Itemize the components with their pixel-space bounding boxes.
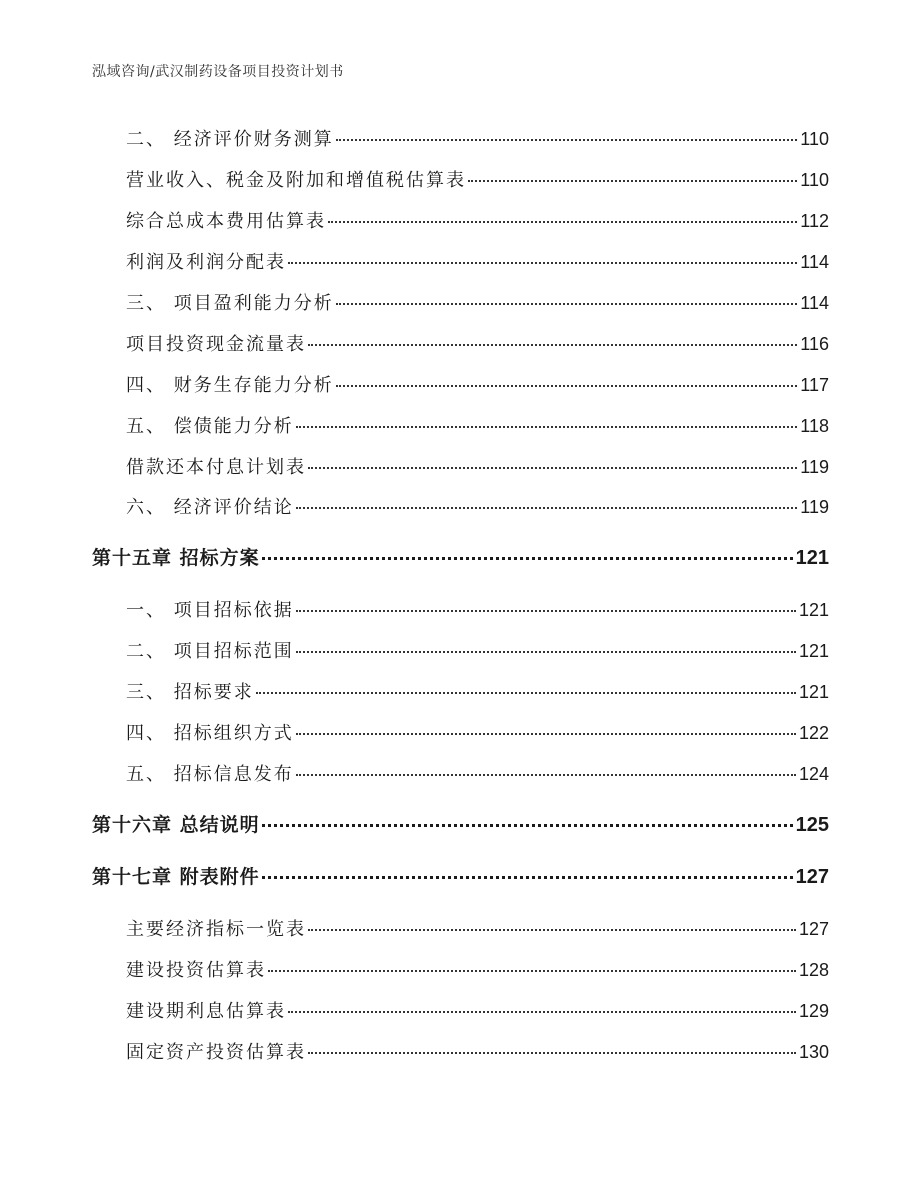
toc-entry[interactable] [126, 289, 829, 315]
toc-entry[interactable] [126, 166, 829, 192]
toc-entry[interactable] [126, 637, 829, 663]
toc-entry-title: 固定资产投资估算表 [126, 1042, 306, 1063]
toc-entry-title: 五、 招标信息发布 [126, 764, 294, 785]
dot-leader [262, 557, 793, 560]
toc-entry-title: 四、 财务生存能力分析 [126, 375, 334, 396]
header-divider [92, 84, 828, 85]
dot-leader [262, 824, 793, 827]
toc-entry-page: 128 [798, 960, 829, 980]
toc-entry-page: 110 [800, 129, 829, 149]
toc-entry-page: 121 [798, 600, 829, 620]
toc-entry[interactable] [126, 997, 829, 1023]
toc-entry-page: 130 [798, 1042, 829, 1062]
toc-entry-page: 112 [800, 211, 829, 231]
toc-entry-title: 综合总成本费用估算表 [126, 211, 326, 232]
toc-entry[interactable] [126, 956, 829, 982]
dot-leader [262, 876, 793, 879]
toc-entry[interactable] [126, 719, 829, 745]
toc-entry-page: 110 [800, 170, 829, 190]
running-header: 泓域咨询/武汉制药设备项目投资计划书 [92, 64, 344, 80]
toc-entry[interactable] [126, 760, 829, 786]
toc-chapter-title: 第十六章 总结说明 [92, 814, 260, 836]
dot-leader [336, 303, 798, 305]
toc-entry-page: 124 [798, 764, 829, 784]
toc-entry-title: 二、 项目招标范围 [126, 641, 294, 662]
toc-entry[interactable] [126, 371, 829, 397]
toc-chapter-page: 125 [795, 814, 829, 836]
toc-entry[interactable] [126, 248, 829, 274]
toc-chapter-page: 127 [795, 866, 829, 888]
dot-leader [288, 262, 797, 264]
toc-entry-page: 122 [798, 723, 829, 743]
toc-chapter-title: 第十七章 附表附件 [92, 866, 260, 888]
toc-entry-title: 一、 项目招标依据 [126, 600, 294, 621]
dot-leader [256, 692, 796, 694]
toc-entry-title: 营业收入、税金及附加和增值税估算表 [126, 170, 466, 191]
toc-entry-page: 114 [800, 293, 829, 313]
toc-entry[interactable] [126, 412, 829, 438]
toc-entry-page: 121 [798, 641, 829, 661]
toc-entry-title: 利润及利润分配表 [126, 252, 286, 273]
toc-entry[interactable] [126, 493, 829, 519]
toc-entry-page: 121 [798, 682, 829, 702]
toc-entry-title: 六、 经济评价结论 [126, 497, 294, 518]
toc-chapter-entry[interactable] [92, 543, 829, 570]
toc-entry-page: 127 [798, 919, 829, 939]
toc-entry-page: 116 [800, 334, 829, 354]
dot-leader [296, 610, 796, 612]
toc-entry[interactable] [126, 453, 829, 479]
dot-leader [308, 344, 797, 346]
toc-entry-title: 三、 项目盈利能力分析 [126, 293, 334, 314]
toc-chapter-entry[interactable] [92, 810, 829, 837]
toc-entry-page: 129 [798, 1001, 829, 1021]
toc-chapter-title: 第十五章 招标方案 [92, 547, 260, 569]
toc-entry-title: 五、 偿债能力分析 [126, 416, 294, 437]
dot-leader [296, 507, 798, 509]
dot-leader [336, 139, 798, 141]
toc-entry-title: 建设期利息估算表 [126, 1001, 286, 1022]
toc-entry[interactable] [126, 207, 829, 233]
toc-chapter-page: 121 [795, 547, 829, 569]
toc-entry[interactable] [126, 125, 829, 151]
toc-entry-title: 建设投资估算表 [126, 960, 266, 981]
toc-entry-page: 119 [800, 457, 829, 477]
dot-leader [296, 733, 796, 735]
toc-entry[interactable] [126, 330, 829, 356]
toc-entry-page: 118 [800, 416, 829, 436]
toc-entry-page: 114 [800, 252, 829, 272]
toc-entry-title: 二、 经济评价财务测算 [126, 129, 334, 150]
toc-entry[interactable] [126, 915, 829, 941]
dot-leader [336, 385, 798, 387]
toc-entry-page: 119 [800, 497, 829, 517]
toc-entry-page: 117 [800, 375, 829, 395]
toc-chapter-entry[interactable] [92, 862, 829, 889]
toc-entry-title: 四、 招标组织方式 [126, 723, 294, 744]
dot-leader [468, 180, 797, 182]
toc-entry-title: 借款还本付息计划表 [126, 457, 306, 478]
dot-leader [308, 467, 797, 469]
dot-leader [308, 929, 796, 931]
toc-entry[interactable] [126, 596, 829, 622]
toc-entry[interactable] [126, 1038, 829, 1064]
dot-leader [268, 970, 796, 972]
dot-leader [308, 1052, 796, 1054]
dot-leader [288, 1011, 796, 1013]
dot-leader [296, 774, 796, 776]
toc-entry[interactable] [126, 678, 829, 704]
toc-entry-title: 主要经济指标一览表 [126, 919, 306, 940]
toc-entry-title: 项目投资现金流量表 [126, 334, 306, 355]
toc-entry-title: 三、 招标要求 [126, 682, 254, 703]
dot-leader [296, 426, 798, 428]
dot-leader [328, 221, 797, 223]
dot-leader [296, 651, 796, 653]
